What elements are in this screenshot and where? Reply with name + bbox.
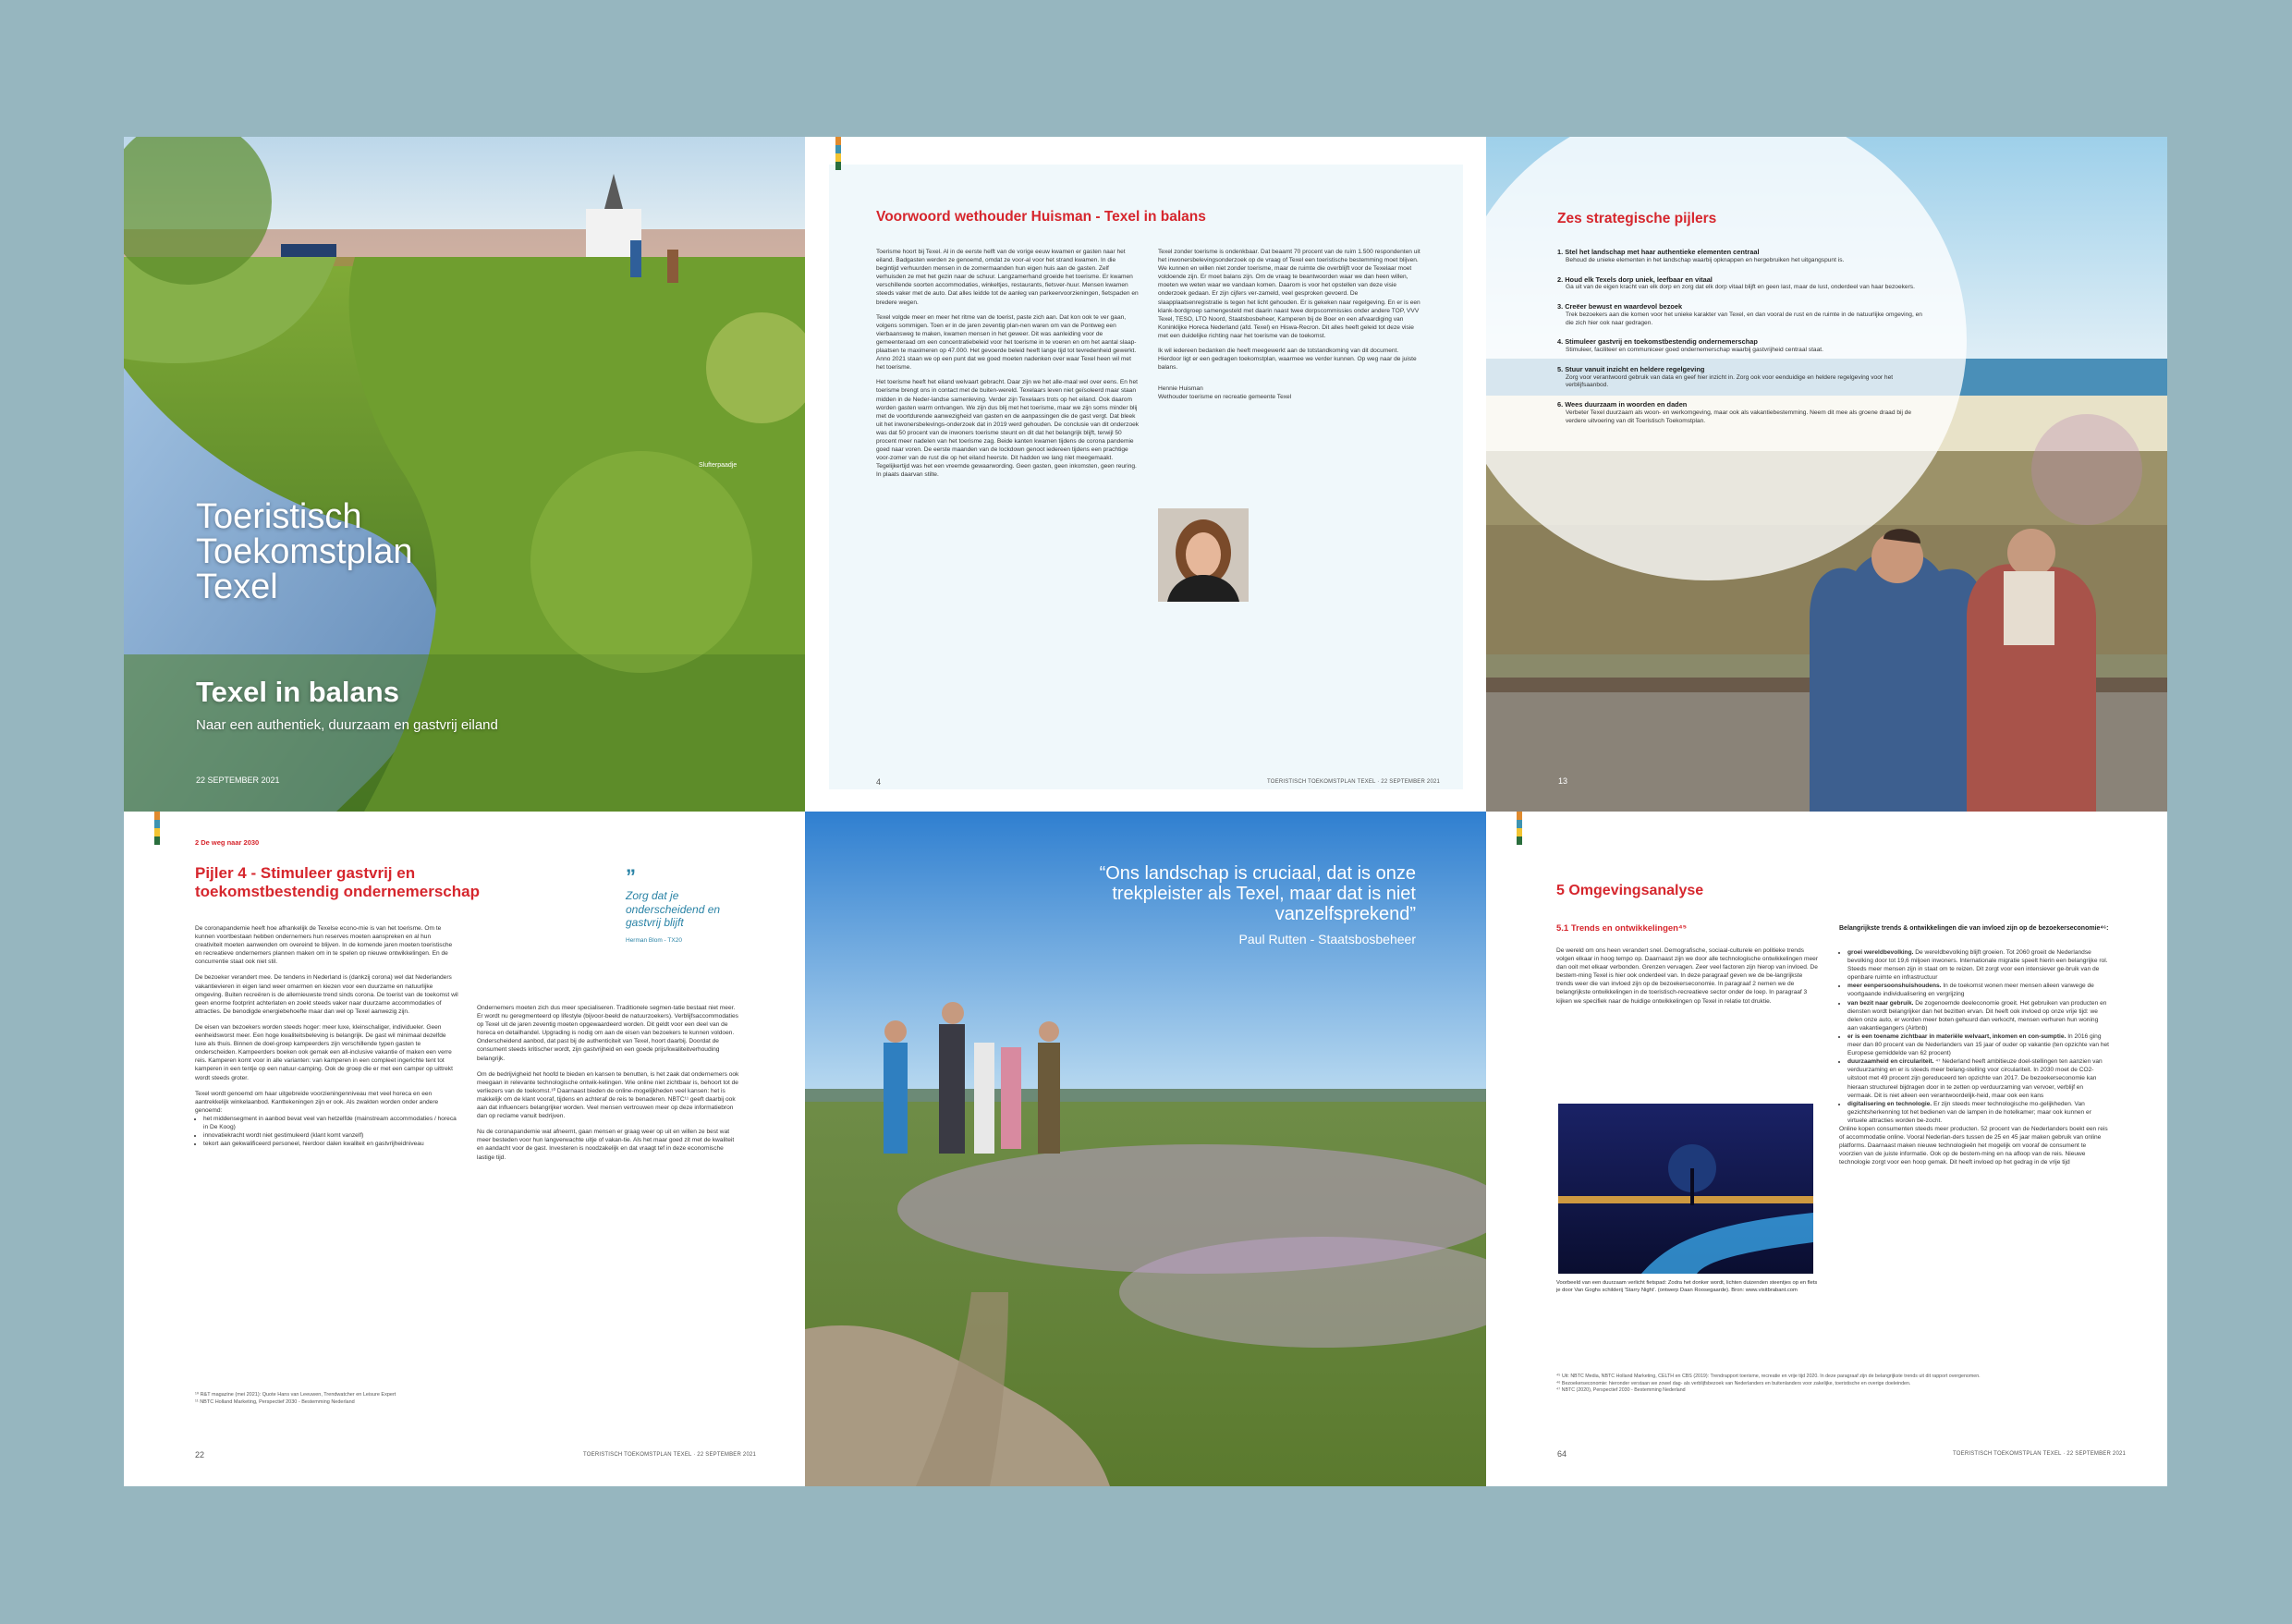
trend-item — [1847, 999, 2109, 1032]
pillar-item — [1557, 248, 1927, 265]
pillar-body: Ga uit van de eigen kracht van elk dorp en zorg dat elk dorp vitaal blijft en geen last, maar de lust, onderdeel van haar bezoekers. — [1566, 284, 1915, 291]
pillar-heading: 3. Creëer bewust en waardevol bezoek — [1557, 302, 1683, 311]
pillar4-page — [124, 812, 805, 1486]
paragraph: Texel wordt genoemd om haar uitgebreide voorzieningenniveau met veel horeca en een aantrekkelijk winkelaanbod. Kanttekeningen zijn er ook. Als zwakten worden onder andere genoemd: — [195, 1090, 439, 1114]
photo-credit: Slufterpaadje — [699, 462, 738, 469]
paragraph: Texel volgde meer en meer het ritme van de toerist, paste zich aan. Dat kon ook te ver gaan, volgens sommigen. Toen er in de jaren zeventig plan-nen waren om van de Pontweg een vierbaansweg te maken, kwamen mensen in het geweer. Dit was aanleiding voor de gemeenteraad om een concentratiebeleid voor het toerisme in te voeren en om het aantal slaap-plaatsen te maximeren op 47.000. Het gevoerde beleid heeft lange tijd tot tevredenheid gewerkt. Anno 2021 staan we op een punt dat we goed moeten nadenken over waar Texel heen wil met het toerisme. — [876, 313, 1137, 372]
footnote: ⁴⁷ NBTC (2020), Perspectief 2030 - Bestemming Nederland — [1556, 1387, 1686, 1394]
pillar-body: Stimuleer, faciliteer en communiceer goed ondernemerschap waarbij gastvrijheid centraal staat. — [1566, 347, 1823, 354]
trends-list — [1839, 948, 2109, 1166]
pillars-page — [1486, 137, 2167, 812]
pillar-heading: 6. Wees duurzaam in woorden en daden — [1557, 400, 1688, 409]
pillars-title: Zes strategische pijlers — [1557, 211, 1717, 226]
cover-title — [196, 499, 412, 604]
page-number: 22 — [195, 1450, 205, 1459]
quote-page — [805, 812, 1486, 1486]
pillar-heading: 5. Stuur vanuit inzicht en heldere regelgeving — [1557, 364, 1705, 373]
list-item: • tekort aan gekwalificeerd personeel, hierdoor dalen kwaliteit en gastvrijheidniveau — [203, 1140, 458, 1148]
footnote: ⁴⁵ Uit: NBTC Media, NBTC Holland Marketing, CELTH en CBS (2019): Trendrapport toerisme, recreatie en vrije tijd 2020. In deze paragraaf zijn de belangrijkste trends uit dit rapport overgenomen. — [1556, 1374, 1981, 1379]
trend-text: De zogenoemde deeleconomie groeit. Het gebruiken van producten en diensten wordt belangrijker dan het bezitten ervan. Dit heeft ook invloed op onze vrije tijd: we delen onze auto, er worden meer boten gehuurd dan verkocht, mensen verhuren hun woning aan vakantiegangers (Airbnb) — [1847, 999, 2107, 1032]
signature-role: Wethouder toerisme en recreatie gemeente Texel — [1158, 394, 1292, 401]
portrait-photo — [1158, 508, 1249, 602]
pillar-heading: 2. Houd elk Texels dorp uniek, leefbaar en vitaal — [1557, 275, 1713, 284]
pillar-body: Trek bezoekers aan die komen voor het unieke karakter van Texel, en dan vooral de rust en de ruimte in de natuurlijke omgeving, en die zich hier ook naar gedragen. — [1566, 311, 1922, 326]
trend-text: De wereldbevolking blijft groeien. Tot 2060 groeit de Nederlandse bevolking door tot 19,6 miljoen inwoners. Internationale migratie speelt hierin een belangrijke rol. Steeds meer mensen zijn in staat om te reizen. Dit zorgt voor een intensiever ge-bruik van de openbare ruimte en infrastructuur — [1847, 949, 2108, 982]
pillar-item — [1557, 337, 1927, 355]
trend-label: duurzaamheid en circulariteit. — [1847, 1058, 1934, 1066]
trend-text: Er zijn steeds meer technologische mo-gelijkheden. Van gezichtsherkenning tot het bedienen van de lampen in de hotelkamer; maar ook kunnen er virtuele attracties worden be-zocht. — [1847, 1100, 2091, 1124]
landscape-quote-author: Paul Rutten - Staatsbosbeheer — [1238, 932, 1416, 946]
cover-page — [124, 137, 805, 812]
page-number: 13 — [1558, 776, 1568, 786]
trend-label: digitalisering en technologie. — [1847, 1100, 1932, 1107]
trend-item — [1847, 1100, 2109, 1125]
foreword-col-2 — [1158, 248, 1421, 402]
pillar-item — [1557, 275, 1927, 293]
cover-subtitle: Texel in balans — [196, 676, 399, 708]
footnote: ¹⁰ R&T magazine (mei 2021): Quote Hans van Leeuwen, Trendwatcher en Leisure Expert — [195, 1392, 396, 1398]
pillar4-col-1 — [195, 924, 458, 1148]
trend-item — [1847, 1057, 2109, 1099]
pillar-body: Zorg voor verantwoord gebruik van data en geef hier inzicht in. Zorg ook voor eenduidige en heldere regelgeving voor het verblijfsaanbod. — [1566, 373, 1894, 389]
trends-bullets — [1839, 948, 2109, 1125]
page-number: 64 — [1557, 1449, 1567, 1459]
landscape-quote: “Ons landschap is cruciaal, dat is onze trekpleister als Texel, maar dat is niet vanzelfsprekend” — [1099, 863, 1416, 924]
trend-text: ⁴⁷ Nederland heeft ambitieuze doel-stellingen ten aanzien van verduurzaming en er is steeds meer belang-stelling voor circulariteit. In 2030 moet de CO2-uitstoot met 49 procent zijn gereduceerd ten opzichte van 2017. De bezoekerseconomie kan hieraan structureel bijdragen door in te zetten op verduurzaming van vervoer, verblijf en vermaak. Dit is niet alleen een verantwoordelijk-heid, maar ook een kans — [1847, 1058, 2103, 1099]
trend-item — [1847, 982, 2109, 998]
analysis-intro: De wereld om ons heen verandert snel. Demografische, sociaal-culturele en politieke trends volgen elkaar in hoog tempo op. Daarnaast zijn we door alle technologische ontwikkelingen meer dan ooit met elkaar verbonden. Grenzen vervagen. Zeer veel factoren zijn hierop van invloed. De bestem-ming Texel is hier ook onderdeel van. In deze paragraaf geven we de be-langrijkste trends weer die van invloed zijn op de bezoekerseconomie. In paragraaf 2 nemen we de belangrijkste ontwikkelingen in de toeristisch-recreatieve sector onder de loep. In paragraaf 3 kijken we specifiek naar de huidige ontwikkelingen op Texel in relatie tot druktie. — [1556, 947, 1818, 1005]
analysis-page — [1486, 812, 2167, 1486]
title-line: toekomstbestendig ondernemerschap — [195, 882, 480, 900]
pull-quote: Zorg dat je onderscheidend en gastvrij blijft — [626, 889, 721, 930]
trend-text: In 2016 ging meer dan 80 procent van de Nederlanders van 15 jaar of ouder op vakantie (ten opzichte van het Europese gemiddelde van 62 procent) — [1847, 1032, 2109, 1057]
paragraph: Om de bedrijvigheid het hoofd te bieden en kansen te benutten, is het zaak dat ondernemers ook meegaan in relevante technologische ontwik-kelingen. Wie online niet zichtbaar is, behoort tot de verliezers van de toekomst.¹⁰ Daarnaast bieden de online-mogelijkheden veel kansen: het is makkelijk om de klant vooraf, tijdens en achteraf de reis te benaderen. NBTC¹¹ geeft daarbij ook aan dat influencers belangrijker worden. Veel mensen vertrouwen meer op deze informatiebron dan op reclame vanuit bedrijven. — [477, 1070, 739, 1120]
footnotes — [1556, 1374, 2111, 1395]
page-footer: TOERISTISCH TOEKOMSTPLAN TEXEL · 22 SEPTEMBER 2021 — [1267, 779, 1441, 785]
pillar4-col-2 — [477, 1004, 740, 1162]
cover-title-line: Texel — [196, 568, 278, 606]
analysis-title: 5 Omgevingsanalyse — [1556, 883, 1704, 898]
trend-text: In de toekomst wonen meer mensen alleen vanwege de voortgaande individualisering en vergrijzing — [1847, 983, 2094, 998]
foreword-col-1 — [876, 248, 1140, 479]
trends-heading: Belangrijkste trends & ontwikkelingen die van invloed zijn op de bezoekerseconomie⁴⁶: — [1839, 925, 2109, 932]
pillar-heading: 1. Stel het landschap met haar authentieke elementen centraal — [1557, 248, 1760, 256]
foreword-title: Voorwoord wethouder Huisman - Texel in balans — [876, 209, 1206, 225]
cover-photo — [124, 137, 805, 812]
footnotes — [195, 1391, 396, 1407]
trend-item — [1847, 948, 2109, 982]
pillar-body: Verbeter Texel duurzaam als woon- en werkomgeving, maar ook als vakantiebestemming. Neem dit mee als groene draad bij de verdere uitvoering van dit Toeristisch Toekomstplan. — [1566, 409, 1912, 424]
paragraph: De eisen van bezoekers worden steeds hoger: meer luxe, kleinschaliger, individueler. Geen eenheidsworst meer. Een hoge kwaliteitsbeleving is belangrijk. De gast wil minimaal dezelfde luxe als thuis. Binnen de doel-groep kampeerders zijn verschillende typen gasten te onderscheiden. Kampeerders boeken ook gemak een all-inclusive vakantie of maken een verre reis. Kamperen komt voor in alle varianten: van kamperen in een compleet ingerichte tent tot kamperen in een tentje op een natuur-camping. Ook de groep die er met een camper op uittrekt wordt steeds groter. — [195, 1023, 453, 1081]
trends-tail: Online kopen consumenten steeds meer producten. 52 procent van de Nederlanders boekt een reis of accommodatie online. Vooral Nederlan-ders tussen de 25 en 45 jaar maken gebruik van online platforms. Daarnaast maken nieuwe technologieën het mogelijk om vooraf de consument te voorzien van de juiste informatie. Ook op de bestem-ming en na afloop van de reis. Nieuwe technologie zorgt voor een hoop gemak. Dit heeft invloed op het gedrag in de vrije tijd — [1839, 1125, 2108, 1166]
pillars-list — [1557, 248, 1927, 436]
cover-tagline: Naar een authentiek, duurzaam en gastvrij eiland — [196, 717, 498, 733]
pillar-item — [1557, 400, 1927, 425]
pillar4-title — [195, 864, 480, 900]
bike-path-photo — [1558, 1104, 1813, 1274]
analysis-subtitle: 5.1 Trends en ontwikkelingen⁴⁵ — [1556, 923, 1688, 934]
paragraph: De bezoeker verandert mee. De tendens in Nederland is (dankzij corona) wel dat Nederlanders vakantievieren in eigen land weer omarmen en kiezen voor een duurzame en natuurlijke omgeving. Buiten recreëren is de allernieuwste trend sinds corona. De toerist van de toekomst wil geen enorme footprint achterlaten en zoekt steeds vaker naar duurzame accommodaties of attracties. De benodigde energiebehoefte maar dan wel op Texel aanwezig zijn. — [195, 974, 458, 1015]
color-tabs — [1517, 812, 1522, 845]
trend-item — [1847, 1032, 2109, 1057]
list-item: • het middensegment in aanbod bevat veel van hetzelfde (mainstream accommodaties / horeca in De Koog) — [203, 1115, 458, 1131]
page-footer: TOERISTISCH TOEKOMSTPLAN TEXEL · 22 SEPTEMBER 2021 — [583, 1452, 757, 1458]
cover-date: 22 SEPTEMBER 2021 — [196, 775, 280, 785]
trend-label: groei wereldbevolking. — [1847, 949, 1914, 956]
footnote: ⁴⁶ Bezoekerseconomie: hieronder verstaan we zowel dag- als verblijfsbezoek van Nederlanders en buitenlanders voor zakelijke, toeristische en overige doeleinden. — [1556, 1380, 1911, 1386]
paragraph: Ondernemers moeten zich dus meer specialiseren. Traditionele segmen-tatie bestaat niet meer. Er wordt nu geregmenteerd op lifestyle (bijvoor-beeld de natuurzoekers). Verblijfsaccommodaties op Texel uit de jaren zeventig moeten opgewaardeerd worden. Dit geldt voor een deel van de horeca en detailhandel. Upgrading is nodig om aan de eisen van bezoekers te kunnen voldoen. Onderscheidend aanbod, dat past bij de authenticiteit van Texel, hoort daarbij. Doordat de consument steeds kritischer wordt, zijn gastvrijheid en een goede prijs/kwaliteitverhouding belangrijk. — [477, 1005, 738, 1062]
chapter-label: 2 De weg naar 2030 — [195, 838, 260, 847]
signature-name: Hennie Huisman — [1158, 385, 1203, 393]
photo-caption: Voorbeeld van een duurzaam verlicht fietspad: Zodra het donker wordt, lichten duizenden steentjes op en flets je door Van Goghs schilderij 'Starry Night'. (ontwerp Daan Roosegaarde). Bron: www.visitbrabant.com — [1556, 1280, 1818, 1293]
color-tabs — [154, 812, 160, 845]
cover-title-line: Toeristisch — [196, 497, 362, 536]
pillar-item — [1557, 365, 1927, 390]
paragraph: De coronapandemie heeft hoe afhankelijk de Texelse econo-mie is van het toerisme. Om te kunnen voortbestaan hebben ondernemers hun reserves moeten aanspreken en al hun creativiteit moeten aanwenden om overeind te blijven. In de komende jaren moeten toeristische en recreatieve ondernemers plannen maken om in te spelen op nieuwe ontwikkelingen. En de concurrentie staat ook niet stil. — [195, 925, 453, 966]
paragraph: Nu de coronapandemie wat afneemt, gaan mensen er graag weer op uit en willen ze best wat meer besteden voor hun langverwachte uitje of vakan-tie. Als het maar goed zit met de kwaliteit en aandacht voor de gast. Investeren is noodzakelijk en dat vraagt tef in deze economische lastige tijd. — [477, 1129, 735, 1161]
page-footer: TOERISTISCH TOEKOMSTPLAN TEXEL · 22 SEPTEMBER 2021 — [1953, 1451, 2127, 1457]
pillar-heading: 4. Stimuleer gastvrij en toekomstbestendig ondernemerschap — [1557, 337, 1758, 347]
foreword-page — [805, 137, 1486, 812]
paragraph: Texel zonder toerisme is ondenkbaar. Dat beaamt 70 procent van de ruim 1.500 respondenten uit het inwonersbelevingsonderzoek op de vraag of Texel een toeristische bestemming moet blijven. We kunnen en willen niet zonder toerisme, maar de ruimte die overblijft voor de Texelaar moet voldoende zijn. Er moet balans zijn. Om de vraag te beantwoorden waar we dan heen willen, moeten we weten waar we vandaan komen. Daarom is voor het opstellen van deze visie onderzoek gedaan. Er zijn cijfers ver-zameld, veel gesproken gevoerd. De slaapplaatsenregistratie is tegen het licht gehouden. Er is gekeken naar regelgeving. En er is een klank-bordgroep samengesteld met daarin naast twee dorpscommissies onder andere TOP, VVV Texel, TESO, LTO Noord, Staatsbosbeheer, Kamperen bij de Boer en een afvaardiging van Koninklijke Horeca Nederland (afd. Texel) en Hiswa-Recron. Dit alles heeft geleid tot deze visie met een duidelijke richting naar het toerisme van de toekomst. — [1158, 249, 1420, 339]
quote-mark-icon: ” — [626, 865, 636, 888]
pillar-item — [1557, 302, 1927, 327]
paragraph: Toerisme hoort bij Texel. Al in de eerste helft van de vorige eeuw kwamen er gasten naar het eiland. Badgasten werden ze genoemd, omdat ze voor-al voor het strand kwamen. In die begintijd verhuurden mensen in de zomermaanden hun eigen huis aan de gasten. Zelf verhuisden ze met het gezin naar de schuur. Langzamerhand groeide het toerisme. Er kwamen verschillende soorten accommodaties, winkeltjes, restaurants, fietsver-huur. Mensen kwamen steeds vaker met de auto. Dat alles leidde tot de aanleg van parkeervoorzieningen, fietspaden en bredere wegen. — [876, 249, 1139, 306]
paragraph: Het toerisme heeft het eiland welvaart gebracht. Daar zijn we het alle-maal wel over eens. En het toerisme brengt ons in contact met de buiten-wereld. Texelaars leven niet geïsoleerd maar staan midden in de Neder-landse samenleving. Verder zijn Texelaars trots op het eiland. Ook daarom worden gasten warm ontvangen. We zijn dus blij met het toerisme, maar we zijn soms minder blij met de voortdurende aanwezigheid van gasten en de aanpassingen die de gast vergt. Dat bleek uit het inwonersbelevings-onderzoek dat in 2019 werd gehouden. De conclusie van dit onderzoek was dat 50 procent van de inwoners toerisme steunt en dit dat het belangrijk blijft, terwijl 50 procent meer nadelen van het toerisme zag. Beide kanten kwamen tijdens de corona pandemie goed naar voren. De eerste maanden van de lockdown genoot iedereen tijdens een prachtige voor-zomer van de rust die op het eiland heerste. Dit hadden we lang niet meegemaakt. Tegelijkertijd was het een vreemde gewaarwording. Geen gasten, geen inkomsten, geen reuring. In plaats daarvan stilte. — [876, 379, 1140, 479]
list-item: • innovatiekracht wordt niet gestimuleerd (klant komt vanzelf) — [203, 1131, 458, 1140]
pillar-body: Behoud de unieke elementen in het landschap waarbij opknappen en hergebruiken het uitgangspunt is. — [1566, 256, 1845, 263]
pull-quote-author: Herman Blom - TX20 — [626, 937, 682, 944]
trend-label: van bezit naar gebruik. — [1847, 999, 1914, 1007]
paragraph: Ik wil iedereen bedanken die heeft meegewerkt aan de totstandkoming van dit document. Hierdoor ligt er een gedragen toekomstplan, waarmee we verder kunnen. Op weg naar de juiste balans. — [1158, 348, 1417, 372]
cover-title-line: Toekomstplan — [196, 532, 413, 571]
color-tabs — [835, 137, 841, 170]
title-line: Pijler 4 - Stimuleer gastvrij en — [195, 864, 416, 882]
trend-label: meer eenpersoonshuishoudens. — [1847, 983, 1942, 990]
page-number: 4 — [876, 777, 882, 787]
footnote: ¹¹ NBTC Holland Marketing, Perspectief 2030 - Bestemming Nederland — [195, 1399, 355, 1406]
trend-label: er is een toename zichtbaar in materiële welvaart, inkomen en con-sumptie. — [1847, 1032, 2066, 1040]
weakness-list — [195, 1115, 458, 1148]
